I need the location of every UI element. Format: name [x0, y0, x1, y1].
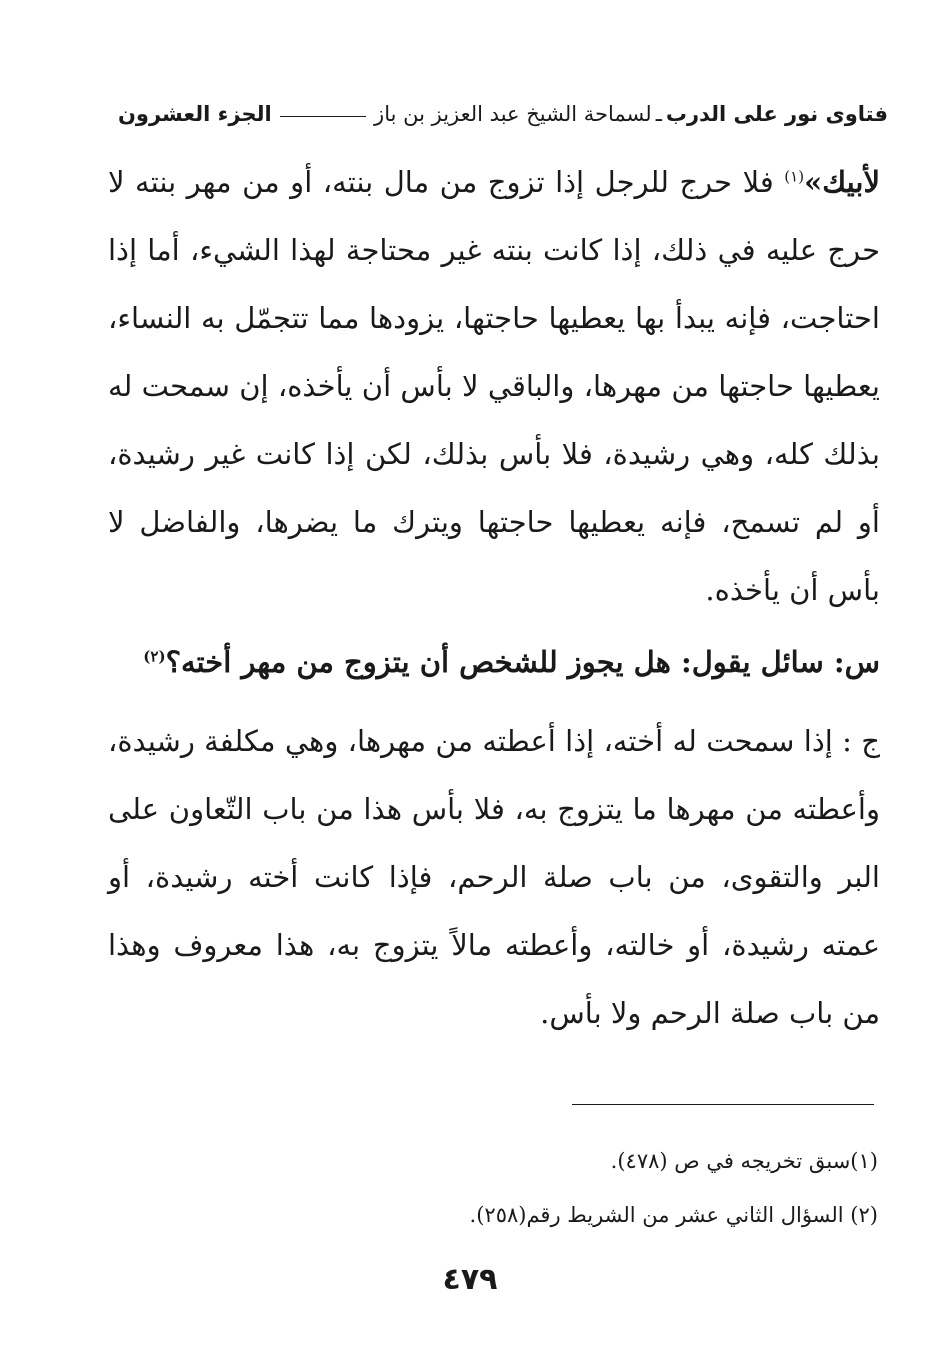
running-header: [118, 96, 888, 132]
page-number: ٤٧٩: [442, 1262, 498, 1297]
footnote-1: (١)سبق تخريجه في ص (٤٧٨).: [610, 1149, 878, 1173]
paragraph-1-text: فلا حرج للرجل إذا تزوج من مال بنته، أو من مهر بنته لا حرج عليه في ذلك، إذا كانت بنته غير محتاجة لهذا الشيء، أما إذا احتاجت، فإنه يبدأ بها يعطيها حاجتها، يزودها مما تتجمّل به النساء، يعطيها حاجتها من مهرها، والباقي لا بأس أن يأخذه، إن سمحت له بذلك كله، وهي رشيدة، فلا بأس بذلك، لكن إذا كانت غير رشيدة، أو لم تسمح، فإنه يعطيها حاجتها ويترك ما يضرها، والفاضل لا بأس أن يأخذه.: [108, 165, 880, 607]
footnote-ref-1: (١): [784, 167, 805, 186]
paragraph-continuation: [108, 148, 880, 624]
footnote-ref-2: (٢): [143, 647, 166, 666]
answer-paragraph: ج : إذا سمحت له أخته، إذا أعطته من مهرها، وهي مكلفة رشيدة، وأعطته من مهرها ما يتزوج به، فلا بأس هذا من باب التّعاون على البر والتقوى، من باب صلة الرحم، فإذا كانت أخته رشيدة، أو عمته رشيدة، أو خالته، وأعطته مالاً يتزوج به، هذا معروف وهذا من باب صلة الرحم ولا بأس.: [108, 724, 881, 1030]
footnote-separator: [572, 1104, 874, 1105]
quote-end-bold: لأبيك»: [804, 165, 880, 199]
question-text: سائل يقول: هل يجوز للشخص أن يتزوج من مهر أخته؟: [165, 645, 824, 679]
header-dash: ـ: [655, 102, 662, 126]
footnote-2: (٢) السؤال الثاني عشر من الشريط رقم(٢٥٨).: [469, 1203, 878, 1227]
question-heading: [108, 628, 880, 696]
book-title: فتاوى نور على الدرب: [665, 102, 888, 126]
author-name: لسماحة الشيخ عبد العزيز بن باز: [374, 102, 652, 126]
part-label: الجزء العشرون: [118, 102, 272, 126]
header-rule: [280, 116, 366, 117]
question-prefix: س:: [823, 645, 880, 679]
